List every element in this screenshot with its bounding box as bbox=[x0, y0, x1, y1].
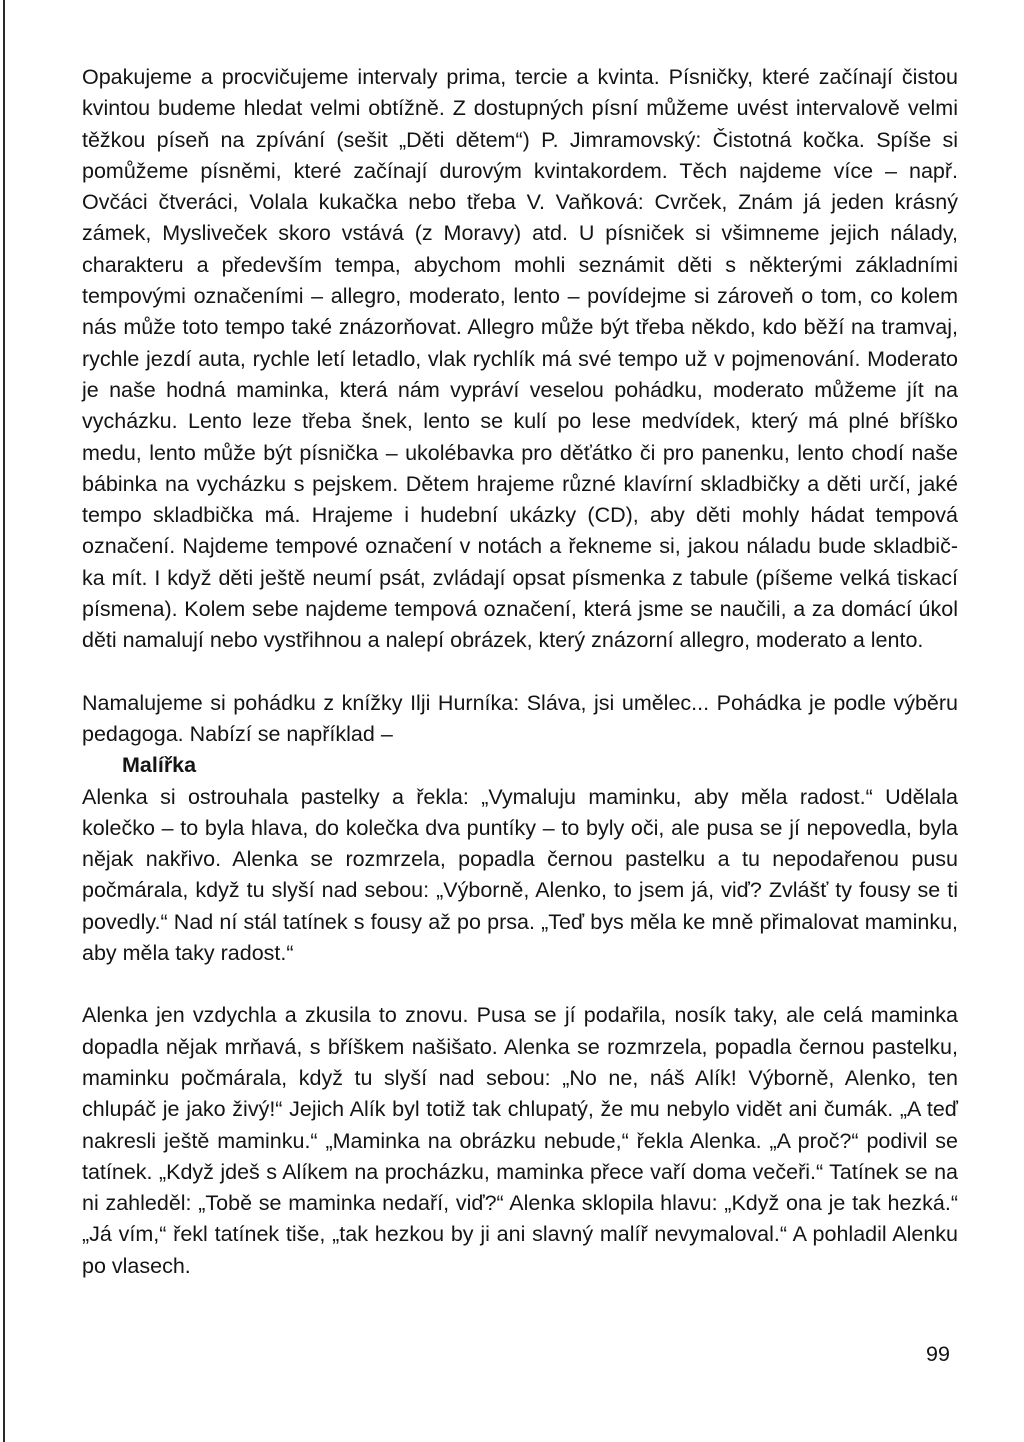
story-intro-paragraph: Namalujeme si pohádku z knížky Ilji Hurníka: Sláva, jsi umělec... Pohádka je podle výběru pedagoga. Nabízí se například – bbox=[82, 690, 958, 746]
page-edge-line bbox=[3, 0, 5, 1442]
page-content bbox=[82, 62, 958, 1282]
intervals-tempo-paragraph: Opakujeme a procvičujeme intervaly prima, tercie a kvinta. Písničky, které začínají čistou kvintou budeme hledat velmi obtížně. Z dostupných písní můžeme uvést intervalově velmi těžkou píseň na zpívání (sešit „Děti dětem“) P. Jimramovský: Čistotná kočka. Spíše si pomůžeme písněmi, které začínají durovým kvintakordem. Těch najdeme více – např. Ovčáci čtveráci, Volala kukačka nebo třeba V. Vaňková: Cvrček, Znám já jeden krásný zámek, Mysliveček skoro vstává (z Moravy) atd. U písniček si všimneme jejich nálady, charakteru a především tempa, abychom mohli seznámit děti s některými základními tempovými označeními – allegro, moderato, lento – povídejme si zároveň o tom, co kolem nás může toto tempo také znázorňovat. Allegro může být třeba někdo, kdo běží na tramvaj, rychle jezdí auta, rychle letí letadlo, vlak rychlík má své tempo už v pojmenování. Moderato je naše hodná maminka, která nám vypráví veselou pohádku, moderato můžeme jít na vycházku. Lento leze třeba šnek, lento se kulí po lese medvídek, který má plné bříško medu, lento může být písnička – ukolébavka pro děťátko či pro panenku, lento chodí naše bábinka na vycházku s pejskem. Dětem hrajeme různé klavírní skladbičky a děti určí, jaké tempo skladbička má. Hrajeme i hudební ukázky (CD), aby děti mohly hádat tempová označení. Najdeme tempové označení v notách a řekneme si, jakou náladu bude skladbička mít. I když děti ještě neumí psát, zvládají opsat písmenka z tabule (píšeme velká tiskací písmena). Kolem sebe najdeme tempová označení, která jsme se naučili, a za domácí úkol děti namalují nebo vystřihnou a nalepí obrázek, který znázorní allegro, moderato a lento. bbox=[82, 65, 958, 653]
story-paragraph-2: Alenka jen vzdychla a zkusila to znovu. Pusa se jí podařila, nosík taky, ale celá maminka dopadla nějak mrňavá, s bříškem našišato. Alenka se rozmrzela, popadla černou pastelku, maminku počmárala, když tu slyší nad sebou: „No ne, náš Alík! Výborně, Alenko, ten chlupáč je jako živý!“ Jejich Alík byl totiž tak chlupatý, že mu nebylo vidět ani čumák. „A teď nakresli ještě maminku.“ „Maminka na obrázku nebude,“ řekla Alenka. „A proč?“ podivil se tatínek. „Když jdeš s Alíkem na procházku, maminka přece vaří doma večeři.“ Tatínek se na ni zahleděl: „Tobě se maminka nedaří, viď?“ Alenka sklopila hlavu: „Když ona je tak hezká.“ „Já vím,“ řekl tatínek tiše, „tak hezkou by ji ani slavný malíř nevymaloval.“ A pohladil Alenku po vlasech. bbox=[82, 1003, 958, 1278]
page-number: 99 bbox=[926, 1342, 950, 1366]
story-title: Malířka bbox=[122, 753, 197, 778]
story-paragraph-1: Alenka si ostrouhala pastelky a řekla: „Vymaluju maminku, aby měla radost.“ Udělala kolečko – to byla hlava, do kolečka dva puntíky – to byly oči, ale pusa se jí nepovedla, byla nějak nakřivo. Alenka se rozmrzela, popadla černou pastelku a tu nepodařenou pusu počmárala, když tu slyší nad sebou: „Výborně, Alenko, to jsem já, viď? Zvlášť ty fousy se ti povedly.“ Nad ní stál tatínek s fousy až po prsa. „Teď bys měla ke mně přimalovat maminku, aby měla taky radost.“ bbox=[82, 784, 958, 966]
